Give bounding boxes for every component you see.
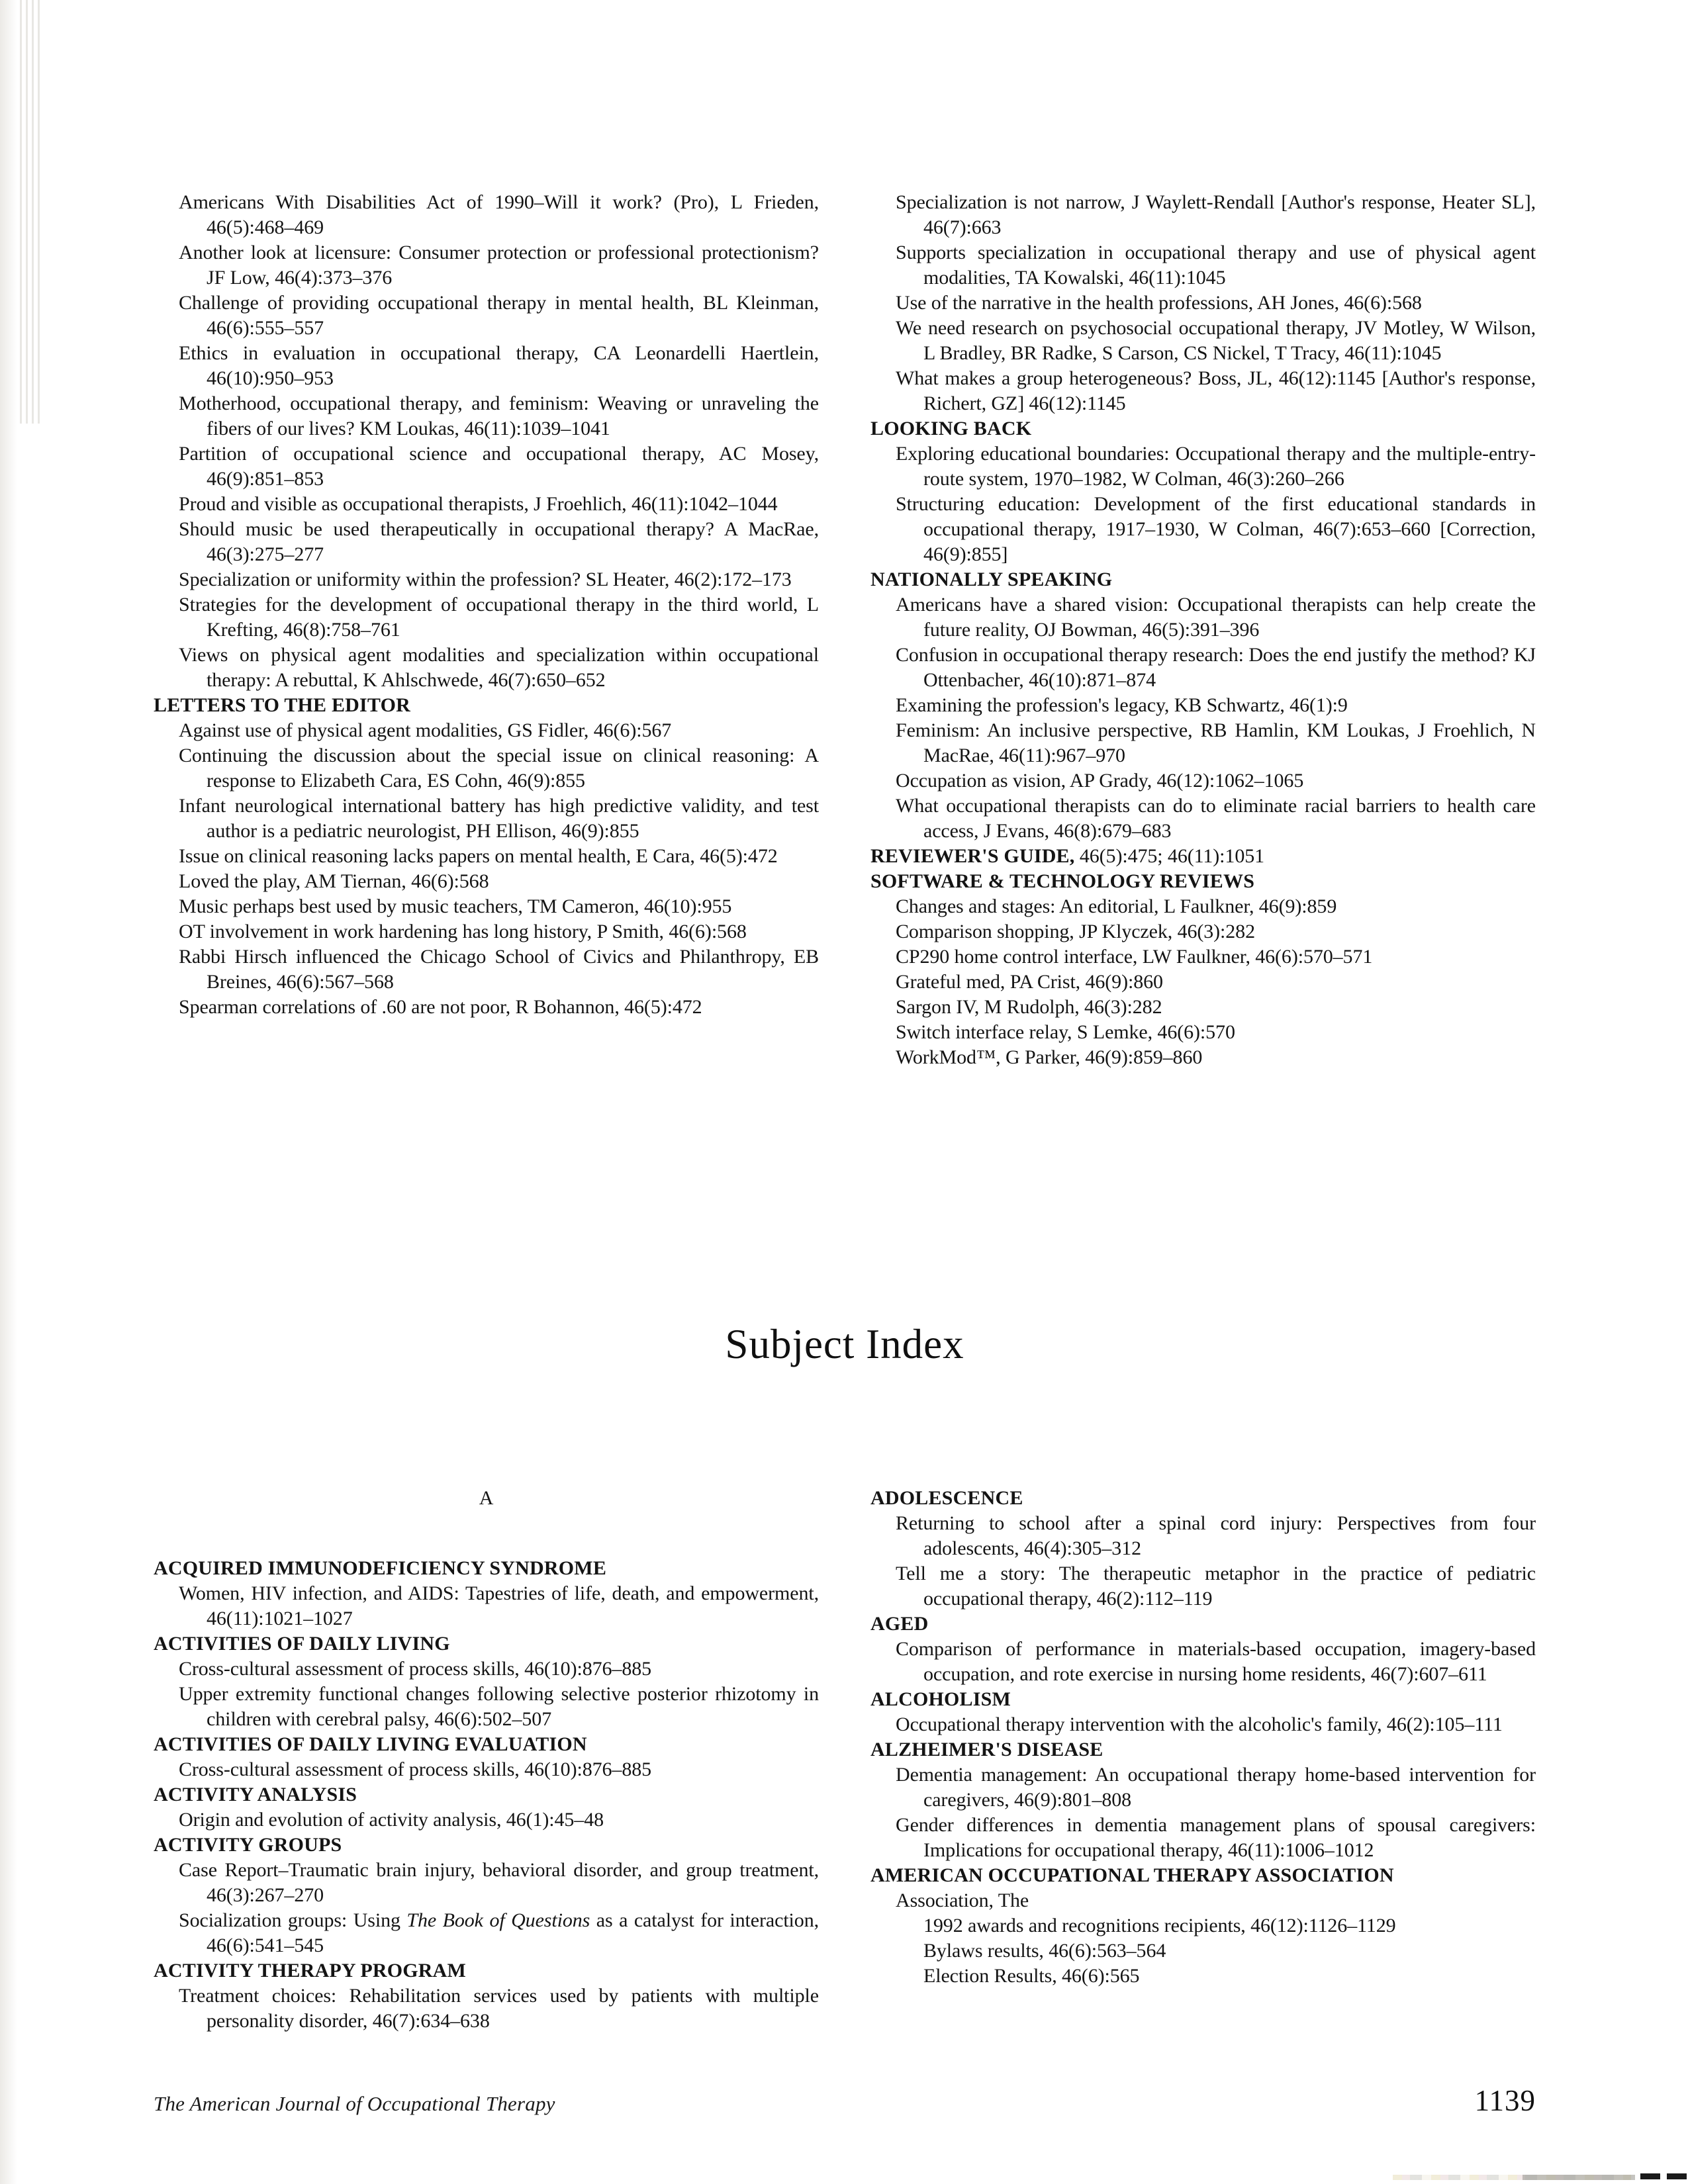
- footer-journal-title: The American Journal of Occupational Therapy: [154, 2092, 555, 2115]
- index-entry: Exploring educational boundaries: Occupational therapy and the multiple-entry-route system, 1970–1982, W Colman, 46(3):260–266: [896, 443, 1536, 490]
- index-entry: What makes a group heterogeneous? Boss, JL, 46(12):1145 [Author's response, Richert, GZ] 46(12):1145: [896, 367, 1536, 414]
- index-entry: Examining the profession's legacy, KB Schwartz, 46(1):9: [896, 694, 1348, 716]
- index-entry-segment: as a catalyst for interaction, 46(6):541–545: [207, 1909, 819, 1956]
- index-entry: We need research on psychosocial occupational therapy, JV Motley, W Wilson, L Bradley, BR Radke, S Carson, CS Nickel, T Tracy, 46(11):1045: [896, 317, 1536, 364]
- index-entry: Comparison shopping, JP Klyczek, 46(3):282: [896, 921, 1255, 942]
- index-entry: OT involvement in work hardening has long history, P Smith, 46(6):568: [179, 921, 747, 942]
- index-entry: Grateful med, PA Crist, 46(9):860: [896, 971, 1163, 993]
- index-section-heading: [870, 844, 1536, 869]
- index-entry: Should music be used therapeutically in occupational therapy? A MacRae, 46(3):275–277: [179, 518, 819, 565]
- index-entry: Partition of occupational science and occupational therapy, AC Mosey, 46(9):851–853: [179, 443, 819, 490]
- index-entry-segment: The Book of Questions: [406, 1909, 590, 1931]
- index-section-heading: AMERICAN OCCUPATIONAL THERAPY ASSOCIATION: [870, 1864, 1394, 1886]
- index-entry: What occupational therapists can do to eliminate racial barriers to health care access, J Evans, 46(8):679–683: [896, 795, 1536, 842]
- scan-artifact-left-stripes: [20, 0, 42, 424]
- index-entry: Continuing the discussion about the special issue on clinical reasoning: A response to Elizabeth Cara, ES Cohn, 46(9):855: [179, 745, 819, 792]
- index-section-heading: ACTIVITIES OF DAILY LIVING: [154, 1633, 450, 1655]
- index-entry: 1992 awards and recognitions recipients, 46(12):1126–1129: [923, 1915, 1396, 1936]
- page-footer: [154, 2083, 1536, 2118]
- subject-index-column-right: [870, 1486, 1536, 2034]
- index-entry-segment: 46(5):475; 46(11):1051: [1074, 845, 1265, 867]
- index-entry: Use of the narrative in the health professions, AH Jones, 46(6):568: [896, 292, 1422, 314]
- index-section-heading: ACTIVITY THERAPY PROGRAM: [154, 1960, 467, 1981]
- index-section-heading: ACTIVITY ANALYSIS: [154, 1784, 357, 1805]
- index-entry: Election Results, 46(6):565: [923, 1965, 1140, 1987]
- index-entry: Occupation as vision, AP Grady, 46(12):1062–1065: [896, 770, 1304, 792]
- index-section-heading: AGED: [870, 1613, 929, 1635]
- index-entry: Cross-cultural assessment of process skills, 46(10):876–885: [179, 1658, 652, 1680]
- subject-index-column-left: [154, 1486, 819, 2034]
- index-entry: [154, 1908, 819, 1958]
- index-entry: Rabbi Hirsch influenced the Chicago School of Civics and Philanthropy, EB Breines, 46(6):567–568: [179, 946, 819, 993]
- index-entry: Treatment choices: Rehabilitation services used by patients with multiple personality disorder, 46(7):634–638: [179, 1985, 819, 2032]
- index-entry: Comparison of performance in materials-based occupation, imagery-based occupation, and rote exercise in nursing home residents, 46(7):607–611: [896, 1638, 1536, 1685]
- scan-artifact-dash: [1667, 2173, 1687, 2179]
- scan-artifact-gray-strip: [1523, 2175, 1635, 2180]
- index-column-right: [870, 190, 1536, 1070]
- index-entry: Specialization or uniformity within the profession? SL Heater, 46(2):172–173: [179, 569, 792, 590]
- index-entry: Specialization is not narrow, J Waylett-Rendall [Author's response, Heater SL], 46(7):663: [896, 191, 1536, 238]
- index-section-heading: SOFTWARE & TECHNOLOGY REVIEWS: [870, 870, 1255, 892]
- index-section-heading: ACTIVITY GROUPS: [154, 1834, 342, 1856]
- index-entry: Sargon IV, M Rudolph, 46(3):282: [896, 996, 1162, 1018]
- index-entry: Upper extremity functional changes following selective posterior rhizotomy in children with cerebral palsy, 46(6):502–507: [179, 1683, 819, 1730]
- index-entry: Loved the play, AM Tiernan, 46(6):568: [179, 870, 489, 892]
- index-section-heading: LETTERS TO THE EDITOR: [154, 694, 410, 716]
- index-entry: Issue on clinical reasoning lacks papers on mental health, E Cara, 46(5):472: [179, 845, 778, 867]
- index-letter-divider: A: [479, 1487, 494, 1509]
- index-entry: Association, The: [896, 1889, 1029, 1911]
- index-entry: Proud and visible as occupational therapists, J Froehlich, 46(11):1042–1044: [179, 493, 778, 515]
- subject-index-title: Subject Index: [725, 1321, 964, 1367]
- index-section-heading: ACQUIRED IMMUNODEFICIENCY SYNDROME: [154, 1557, 607, 1579]
- index-entry: Against use of physical agent modalities, GS Fidler, 46(6):567: [179, 719, 672, 741]
- index-entry: Strategies for the development of occupational therapy in the third world, L Krefting, 46(8):758–761: [179, 594, 819, 641]
- index-entry: Spearman correlations of .60 are not poor, R Bohannon, 46(5):472: [179, 996, 702, 1018]
- index-entry: Another look at licensure: Consumer protection or professional protectionism? JF Low, 46(4):373–376: [179, 242, 819, 289]
- index-entry: Structuring education: Development of the first educational standards in occupational therapy, 1917–1930, W Colman, 46(7):653–660 [Correction, 46(9):855]: [896, 493, 1536, 565]
- subject-index-section: [154, 1486, 1536, 2034]
- index-entry: WorkMod™, G Parker, 46(9):859–860: [896, 1046, 1203, 1068]
- index-entry-segment: Socialization groups: Using: [179, 1909, 407, 1931]
- index-entry: Feminism: An inclusive perspective, RB Hamlin, KM Loukas, J Froehlich, N MacRae, 46(11):967–970: [896, 719, 1536, 766]
- index-column-left: [154, 190, 819, 1070]
- index-section-heading: ALCOHOLISM: [870, 1688, 1011, 1710]
- index-entry: Switch interface relay, S Lemke, 46(6):570: [896, 1021, 1235, 1043]
- index-entry: Challenge of providing occupational therapy in mental health, BL Kleinman, 46(6):555–557: [179, 292, 819, 339]
- index-section-heading: NATIONALLY SPEAKING: [870, 569, 1113, 590]
- index-entry: Americans With Disabilities Act of 1990–Will it work? (Pro), L Frieden, 46(5):468–469: [179, 191, 819, 238]
- index-entry: Confusion in occupational therapy research: Does the end justify the method? KJ Ottenbacher, 46(10):871–874: [896, 644, 1536, 691]
- index-section-heading: LOOKING BACK: [870, 418, 1032, 439]
- scan-artifact-dash: [1640, 2173, 1660, 2179]
- index-entry: Case Report–Traumatic brain injury, behavioral disorder, and group treatment, 46(3):267–270: [179, 1859, 819, 1906]
- index-entry: Returning to school after a spinal cord injury: Perspectives from four adolescents, 46(4):305–312: [896, 1512, 1536, 1559]
- index-entry: Origin and evolution of activity analysis, 46(1):45–48: [179, 1809, 604, 1831]
- index-entry: Changes and stages: An editorial, L Faulkner, 46(9):859: [896, 895, 1337, 917]
- index-section-heading: ALZHEIMER'S DISEASE: [870, 1739, 1103, 1760]
- author-index-continued: [154, 190, 1536, 1070]
- index-entry: Cross-cultural assessment of process skills, 46(10):876–885: [179, 1758, 652, 1780]
- index-entry: Ethics in evaluation in occupational therapy, CA Leonardelli Haertlein, 46(10):950–953: [179, 342, 819, 389]
- index-entry: Bylaws results, 46(6):563–564: [923, 1940, 1166, 1962]
- index-entry: Women, HIV infection, and AIDS: Tapestries of life, death, and empowerment, 46(11):1021–1027: [179, 1582, 819, 1629]
- index-entry: Dementia management: An occupational therapy home-based intervention for caregivers, 46(9):801–808: [896, 1764, 1536, 1811]
- index-entry: CP290 home control interface, LW Faulkner, 46(6):570–571: [896, 946, 1373, 968]
- index-entry: Gender differences in dementia management plans of spousal caregivers: Implications for occupational therapy, 46(11):1006–1012: [896, 1814, 1536, 1861]
- index-entry: Music perhaps best used by music teachers, TM Cameron, 46(10):955: [179, 895, 732, 917]
- index-entry: Supports specialization in occupational therapy and use of physical agent modalities, TA Kowalski, 46(11):1045: [896, 242, 1536, 289]
- index-entry: Views on physical agent modalities and specialization within occupational therapy: A rebuttal, K Ahlschwede, 46(7):650–652: [179, 644, 819, 691]
- index-entry: Occupational therapy intervention with the alcoholic's family, 46(2):105–111: [896, 1713, 1503, 1735]
- index-entry: Americans have a shared vision: Occupational therapists can help create the future reality, OJ Bowman, 46(5):391–396: [896, 594, 1536, 641]
- index-entry: Motherhood, occupational therapy, and feminism: Weaving or unraveling the fibers of our lives? KM Loukas, 46(11):1039–1041: [179, 392, 819, 439]
- index-section-heading: ACTIVITIES OF DAILY LIVING EVALUATION: [154, 1733, 587, 1755]
- scan-artifact-left-gradient: [0, 0, 17, 2184]
- index-section-heading: ADOLESCENCE: [870, 1487, 1023, 1509]
- index-entry: Infant neurological international battery has high predictive validity, and test author is a pediatric neurologist, PH Ellison, 46(9):855: [179, 795, 819, 842]
- index-entry-segment: REVIEWER'S GUIDE,: [870, 845, 1075, 867]
- index-entry: Tell me a story: The therapeutic metaphor in the practice of pediatric occupational therapy, 46(2):112–119: [896, 1563, 1536, 1610]
- footer-page-number: 1139: [1474, 2084, 1536, 2117]
